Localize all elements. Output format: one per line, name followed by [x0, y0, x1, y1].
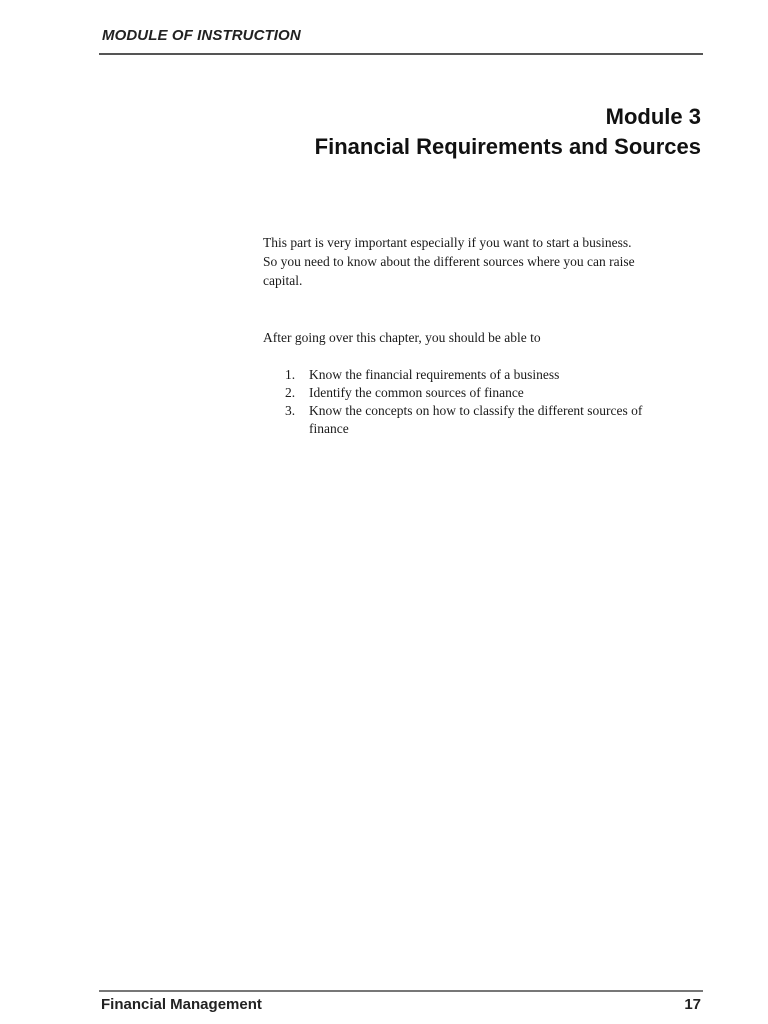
intro-line: So you need to know about the different sources where you can raise [263, 254, 635, 269]
objective-item [285, 366, 705, 384]
intro-line: capital. [263, 273, 303, 288]
objective-item [285, 402, 705, 438]
objectives-lead: After going over this chapter, you should be able to [263, 330, 541, 345]
objective-line: Know the financial requirements of a business [309, 367, 560, 382]
objective-number: 2. [285, 385, 296, 400]
intro-line: This part is very important especially if you want to start a business. [263, 235, 632, 250]
objective-text [309, 384, 705, 402]
module-title: Financial Requirements and Sources [314, 134, 701, 159]
objective-line: Know the concepts on how to classify the different sources of [309, 403, 643, 418]
objective-text [309, 402, 705, 438]
page-number: 17 [684, 996, 701, 1013]
objective-number: 1. [285, 367, 296, 382]
objective-item [285, 384, 705, 402]
objective-text [309, 366, 705, 384]
header-divider [99, 53, 703, 55]
objective-number: 3. [285, 403, 296, 418]
objective-line: Identify the common sources of finance [309, 385, 524, 400]
footer-divider [99, 990, 703, 992]
running-header-title: MODULE OF INSTRUCTION [102, 27, 301, 44]
objective-line: finance [309, 421, 349, 436]
footer-course-title: Financial Management [101, 996, 262, 1013]
module-number: Module 3 [605, 104, 701, 129]
intro-paragraph [263, 233, 703, 290]
objectives-list [285, 366, 705, 438]
